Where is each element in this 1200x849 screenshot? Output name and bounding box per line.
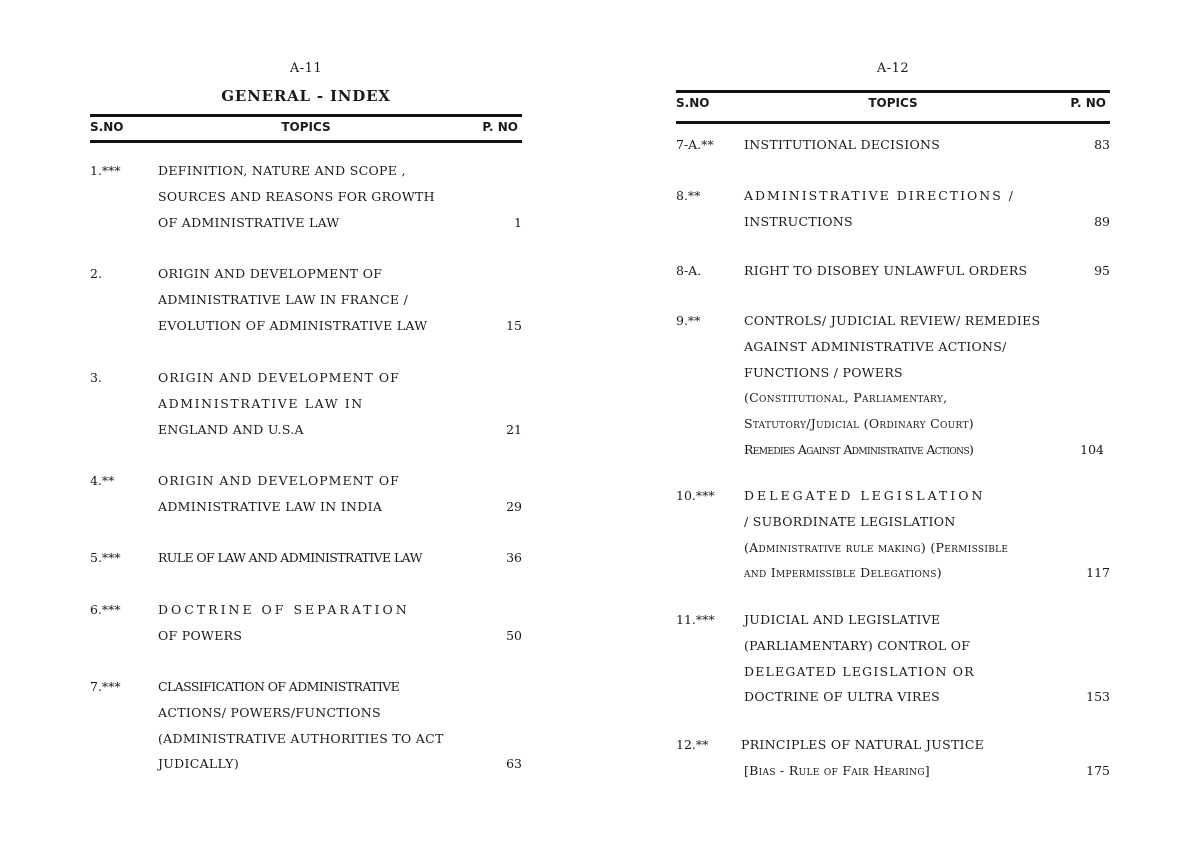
entry-topic-line: (Constitutional, Parliamentary, bbox=[744, 390, 948, 406]
entry-topic-line: (Administrative rule making) (Permissible bbox=[744, 539, 1009, 555]
entry-topic-line: AGAINST ADMINISTRATIVE ACTIONS/ bbox=[744, 338, 1007, 354]
entry-topic-line: ORIGIN AND DEVELOPMENT OF bbox=[158, 473, 400, 488]
entry-number: 12.** bbox=[676, 737, 709, 752]
entry-topic-line: ADMINISTRATIVE LAW IN bbox=[158, 395, 364, 411]
entry-topic-line: ADMINISTRATIVE LAW IN FRANCE / bbox=[158, 291, 409, 307]
entry-page-number: 36 bbox=[506, 550, 522, 565]
entry-page-number: 117 bbox=[1086, 565, 1110, 581]
entry-topic-line: and Impermissible Delegations) bbox=[744, 565, 942, 581]
entry-topic-line: Statutory/Judicial (Ordinary Court) bbox=[744, 416, 974, 432]
entry-topic-line: OF POWERS bbox=[158, 627, 243, 643]
sno-header: S.NO bbox=[676, 96, 710, 110]
topics-header: TOPICS bbox=[868, 96, 918, 110]
entry-page-number: 50 bbox=[506, 627, 522, 643]
header-bottom-rule bbox=[90, 140, 522, 143]
pno-header: P. NO bbox=[1070, 96, 1106, 110]
entry-topic-line: ACTIONS/ POWERS/FUNCTIONS bbox=[158, 704, 381, 720]
entry-topic-line: DOCTRINE OF ULTRA VIRES bbox=[744, 689, 940, 705]
entry-number: 8.** bbox=[676, 188, 701, 203]
entry-topic-line: CLASSIFICATION OF ADMINISTRATIVE bbox=[158, 679, 400, 694]
entry-page-number: 29 bbox=[506, 498, 522, 514]
column-header-row bbox=[90, 120, 522, 140]
entry-topic-line: INSTITUTIONAL DECISIONS bbox=[744, 137, 941, 152]
entry-page-number: 83 bbox=[1094, 137, 1110, 152]
header-top-rule bbox=[90, 114, 522, 117]
entry-number: 11.*** bbox=[676, 612, 715, 627]
page-label: A-12 bbox=[876, 61, 910, 76]
entry-topic-line: / SUBORDINATE LEGISLATION bbox=[744, 513, 956, 529]
entry-topic-line: (ADMINISTRATIVE AUTHORITIES TO ACT bbox=[158, 730, 444, 746]
entry-page-number: 104 bbox=[1080, 442, 1104, 457]
entry-topic-line: JUDICIAL AND LEGISLATIVE bbox=[744, 612, 941, 627]
entry-number: 10.*** bbox=[676, 488, 715, 503]
entry-page-number: 1 bbox=[514, 214, 522, 230]
entry-topic-line: JUDICALLY) bbox=[158, 756, 240, 772]
entry-page-number: 95 bbox=[1094, 263, 1110, 278]
entry-topic-line: [Bias - Rule of Fair Hearing] bbox=[744, 762, 930, 778]
entry-number: 4.** bbox=[90, 473, 115, 488]
entry-topic-line: ORIGIN AND DEVELOPMENT OF bbox=[158, 370, 400, 385]
entry-number: 3. bbox=[90, 370, 102, 385]
entry-page-number: 175 bbox=[1086, 762, 1110, 778]
entry-topic-line: SOURCES AND REASONS FOR GROWTH bbox=[158, 188, 435, 204]
header-bottom-rule bbox=[676, 121, 1110, 124]
entry-page-number: 89 bbox=[1094, 213, 1110, 229]
topics-header: TOPICS bbox=[281, 120, 331, 134]
entry-topic-line: Remedies Against Administrative Actions) bbox=[744, 441, 974, 457]
entry-number: 5.*** bbox=[90, 550, 121, 565]
entry-topic-line: RIGHT TO DISOBEY UNLAWFUL ORDERS bbox=[744, 263, 1028, 278]
entry-number: 7.*** bbox=[90, 679, 121, 694]
entry-topic-line: PRINCIPLES OF NATURAL JUSTICE bbox=[741, 737, 985, 752]
pno-header: P. NO bbox=[482, 120, 518, 134]
entry-topic-line: DELEGATED LEGISLATION OR bbox=[744, 663, 975, 679]
entry-topic-line: ADMINISTRATIVE LAW IN INDIA bbox=[158, 498, 383, 514]
entry-topic-line: ENGLAND AND U.S.A bbox=[158, 421, 304, 437]
entry-page-number: 21 bbox=[506, 421, 522, 437]
entry-topic-line: OF ADMINISTRATIVE LAW bbox=[158, 214, 340, 230]
entry-topic-line: DEFINITION, NATURE AND SCOPE , bbox=[158, 163, 406, 178]
entry-page-number: 63 bbox=[506, 756, 522, 772]
entry-topic-line: INSTRUCTIONS bbox=[744, 213, 853, 229]
entry-topic-line: (PARLIAMENTARY) CONTROL OF bbox=[744, 637, 971, 653]
sno-header: S.NO bbox=[90, 120, 124, 134]
page-label: A-11 bbox=[289, 61, 323, 76]
entry-number: 8-A. bbox=[676, 263, 702, 278]
entry-topic-line: DOCTRINE OF SEPARATION bbox=[158, 602, 410, 617]
entry-topic-line: EVOLUTION OF ADMINISTRATIVE LAW bbox=[158, 317, 428, 333]
entry-topic-line: DELEGATED LEGISLATION bbox=[744, 488, 986, 503]
entry-number: 2. bbox=[90, 266, 102, 281]
entry-topic-line: FUNCTIONS / POWERS bbox=[744, 364, 903, 380]
entry-number: 7-A.** bbox=[676, 137, 714, 152]
column-header-row bbox=[676, 96, 1110, 116]
entry-number: 6.*** bbox=[90, 602, 121, 617]
entry-number: 9.** bbox=[676, 313, 701, 328]
entry-page-number: 15 bbox=[506, 317, 522, 333]
entry-topic-line: CONTROLS/ JUDICIAL REVIEW/ REMEDIES bbox=[744, 313, 1041, 328]
entry-number: 1.*** bbox=[90, 163, 121, 178]
index-title: GENERAL - INDEX bbox=[221, 87, 391, 105]
entry-topic-line: ADMINISTRATIVE DIRECTIONS / bbox=[744, 188, 1015, 203]
entry-topic-line: RULE OF LAW AND ADMINISTRATIVE LAW bbox=[158, 550, 422, 565]
header-top-rule bbox=[676, 90, 1110, 93]
entry-page-number: 153 bbox=[1086, 689, 1110, 705]
entry-topic-line: ORIGIN AND DEVELOPMENT OF bbox=[158, 266, 383, 281]
